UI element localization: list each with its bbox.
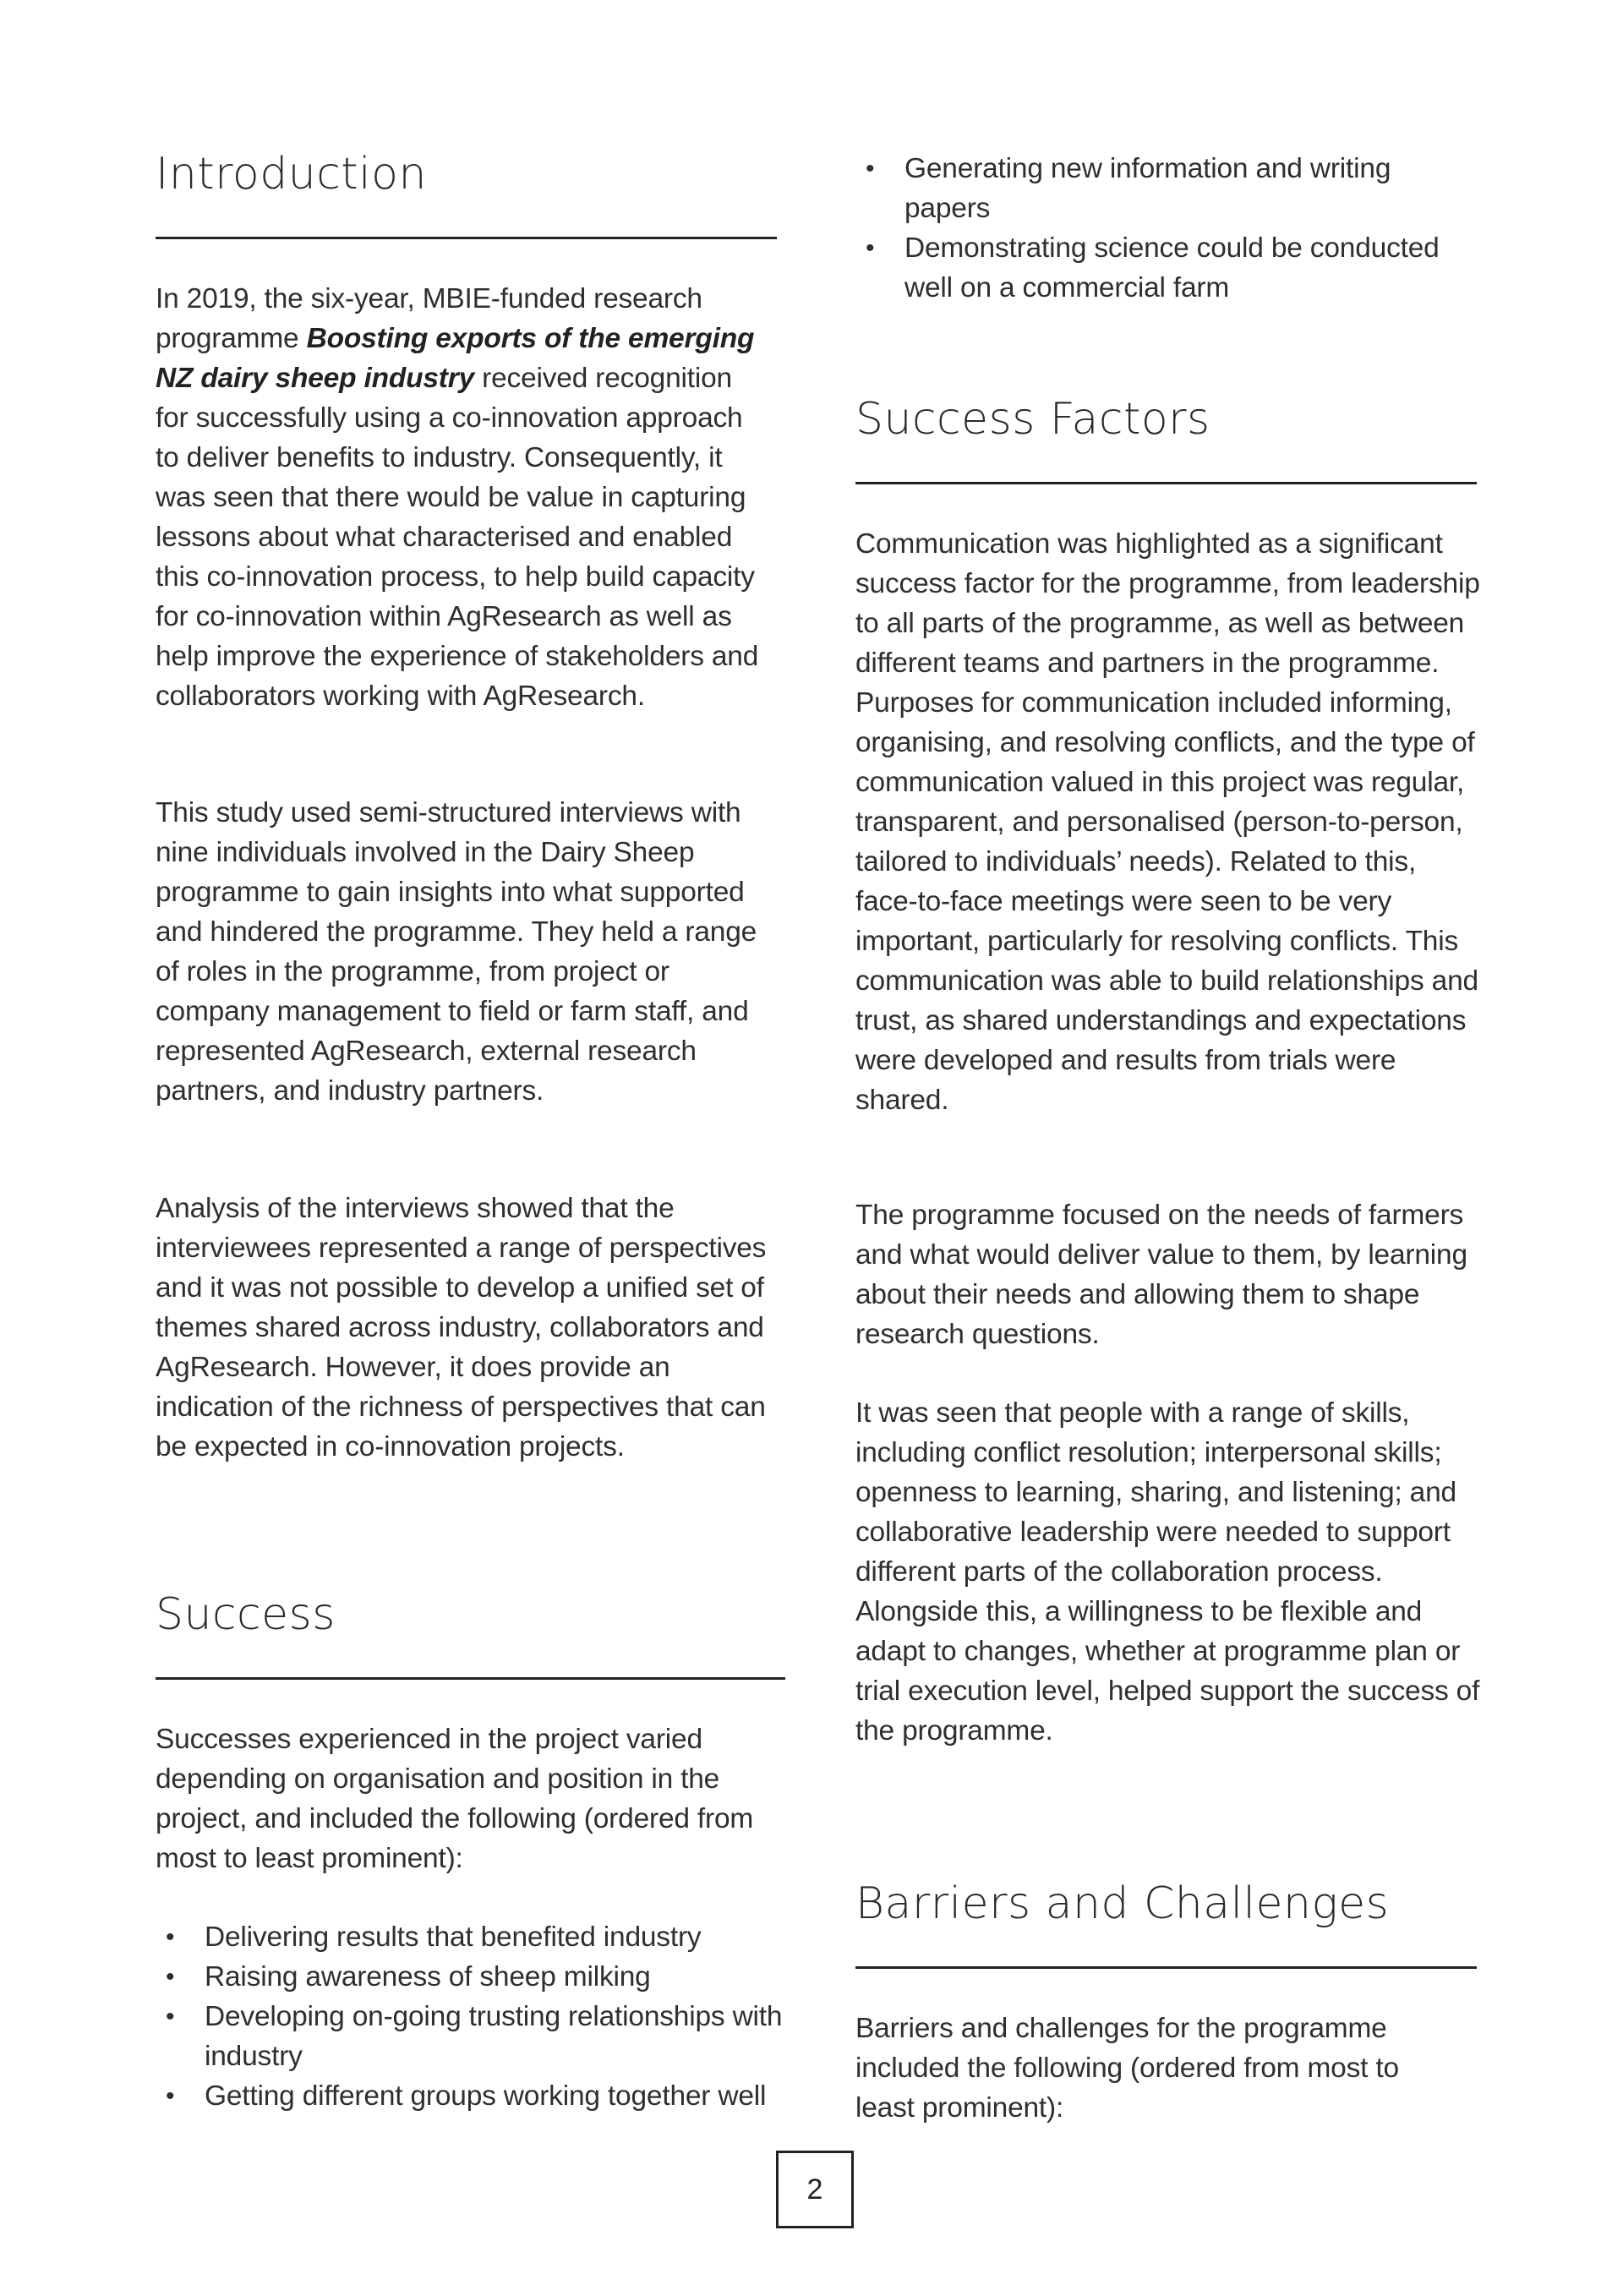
list-item: • Delivering results that benefited industry	[156, 1917, 798, 1957]
success-bullet-list	[156, 1917, 798, 2116]
success-factors-paragraph-1: Communication was highlighted as a significant success factor for the programme, from leadership to all parts of the programme, as well as between different teams and partners in the programme. Purposes for communication included informing, organising, and resolving conflicts, and the type of communication valued in this project was regular, transparent, and personalised (person-to-person, tailored to individuals’ needs). Related to this, face-to-face meetings were seen to be very important, particularly for resolving conflicts. This communication was able to build relationships and trust, as shared understandings and expectations were developed and results from trials were shared.	[855, 528, 1480, 1116]
list-item: • Raising awareness of sheep milking	[156, 1957, 798, 1997]
list-item: • Generating new information and writing papers	[855, 149, 1447, 228]
bullet-dot-icon: •	[166, 2082, 175, 2110]
introduction-heading: Introduction	[156, 149, 427, 200]
continued-bullet-list	[855, 149, 1447, 308]
success-factors-paragraph-2: The programme focused on the needs of farmers and what would deliver value to them, by learning about their needs and allowing them to shape research questions.	[855, 1200, 1467, 1350]
list-item: • Developing on-going trusting relationships with industry	[156, 1997, 798, 2076]
success-factors-heading: Success Factors	[855, 394, 1210, 445]
bullet-dot-icon: •	[866, 234, 875, 262]
success-heading: Success	[156, 1589, 336, 1640]
introduction-paragraph-2: This study used semi-structured interviews with nine individuals involved in the Dairy Sheep programme to gain insights into what supported and hindered the programme. They held a range of roles in the programme, from project or company management to field or farm staff, and represented AgResearch, external research partners, and industry partners.	[156, 797, 757, 1107]
bullet-dot-icon: •	[166, 1963, 175, 1991]
barriers-paragraph: Barriers and challenges for the programme included the following (ordered from most to least prominent):	[855, 2013, 1399, 2124]
bullet-dot-icon: •	[866, 155, 875, 183]
barriers-heading: Barriers and Challenges	[855, 1878, 1390, 1929]
success-factors-rule	[855, 482, 1477, 484]
success-factors-paragraph-3: It was seen that people with a range of skills, including conflict resolution; interpersonal skills; openness to learning, sharing, and listening; and collaborative leadership were needed to support different parts of the collaboration process. Alongside this, a willingness to be flexible and adapt to changes, whether at programme plan or trial execution level, helped support the success of the programme.	[855, 1397, 1480, 1747]
bullet-dot-icon: •	[166, 2003, 175, 2031]
page-number: 2	[776, 2151, 854, 2228]
introduction-rule	[156, 237, 777, 239]
introduction-paragraph-3: Analysis of the interviews showed that the interviewees represented a range of perspectives and it was not possible to develop a unified set of themes shared across industry, collaborators and AgResearch. However, it does provide an indication of the richness of perspectives that can be expected in co-innovation projects.	[156, 1193, 767, 1462]
list-item: • Getting different groups working together well	[156, 2076, 798, 2116]
programme-title-emphasis: Boosting exports of the emerging NZ dairy sheep industry	[156, 323, 755, 394]
success-rule	[156, 1677, 785, 1680]
success-paragraph: Successes experienced in the project varied depending on organisation and position in the project, and included the following (ordered from most to least prominent):	[156, 1724, 754, 1874]
introduction-paragraph-1: In 2019, the six-year, MBIE-funded research programme Boosting exports of the emerging NZ dairy sheep industry received recognition for successfully using a co-innovation approach to deliver benefits to industry. Consequently, it was seen that there would be value in capturing lessons about what characterised and enabled this co-innovation process, to help build capacity for co-innovation within AgResearch as well as help improve the experience of stakeholders and collaborators working with AgResearch.	[156, 283, 759, 712]
barriers-rule	[855, 1966, 1477, 1969]
list-item: • Demonstrating science could be conducted well on a commercial farm	[855, 228, 1447, 308]
bullet-dot-icon: •	[166, 1923, 175, 1951]
